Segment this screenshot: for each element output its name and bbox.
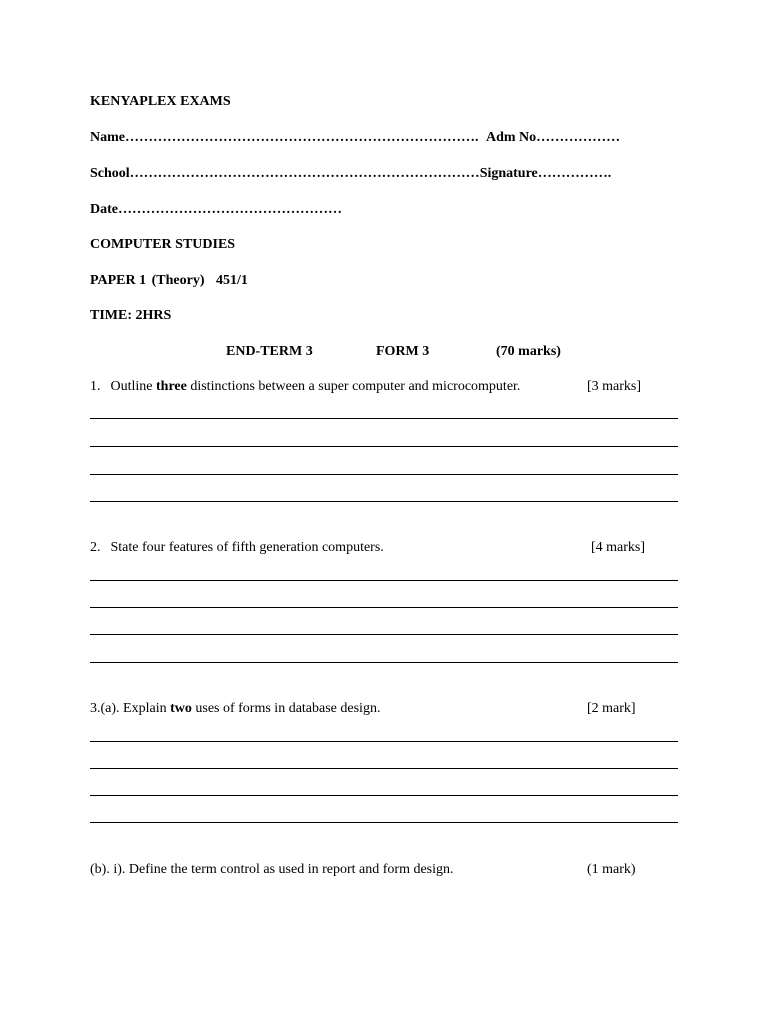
question-emphasis: two <box>170 701 192 716</box>
answer-line[interactable] <box>90 418 678 419</box>
answer-line[interactable] <box>90 501 678 502</box>
date-field[interactable]: Date………………………………………… <box>90 202 342 217</box>
answer-line[interactable] <box>90 446 678 447</box>
answer-line[interactable] <box>90 822 678 823</box>
question-number: 3.(a). <box>90 701 120 716</box>
answer-line[interactable] <box>90 662 678 663</box>
name-field[interactable]: Name…………………………………………………………………. <box>90 130 479 145</box>
total-marks-label: (70 marks) <box>496 344 561 359</box>
question-3a <box>90 700 380 718</box>
question-text: State four features of fifth generation computers. <box>110 540 384 555</box>
subject-title: COMPUTER STUDIES <box>90 237 236 252</box>
question-3b-i-marks: (1 mark) <box>587 862 636 877</box>
question-number: 2. <box>90 540 101 555</box>
answer-line[interactable] <box>90 741 678 742</box>
question-3a-marks: [2 mark] <box>587 701 636 716</box>
question-1-marks: [3 marks] <box>587 379 642 394</box>
question-text: distinctions between a super computer and microcomputer. <box>186 379 521 394</box>
paper-label: PAPER 1 <box>90 273 147 288</box>
question-text: Outline <box>110 379 156 394</box>
school-line <box>90 165 611 183</box>
adm-no-field[interactable]: Adm No……………… <box>486 130 621 145</box>
paper-line <box>90 272 248 290</box>
answer-line[interactable] <box>90 768 678 769</box>
school-field[interactable]: School………………………………………………………………… <box>90 166 480 181</box>
form-label: FORM 3 <box>376 344 430 359</box>
question-emphasis: three <box>156 379 187 394</box>
question-1 <box>90 378 520 396</box>
question-number: (b). i). <box>90 862 126 877</box>
answer-line[interactable] <box>90 634 678 635</box>
question-3b-i <box>90 861 454 879</box>
time-allowed: TIME: 2HRS <box>90 308 172 323</box>
term-label: END-TERM 3 <box>226 344 313 359</box>
question-text: uses of forms in database design. <box>191 701 381 716</box>
question-text: Define the term control as used in report and form design. <box>128 862 454 877</box>
question-2 <box>90 539 384 557</box>
answer-line[interactable] <box>90 795 678 796</box>
question-text: Explain <box>123 701 171 716</box>
name-line <box>90 129 620 147</box>
question-number: 1. <box>90 379 101 394</box>
exam-body-title: KENYAPLEX EXAMS <box>90 94 231 109</box>
paper-type: (Theory) <box>151 273 205 288</box>
question-2-marks: [4 marks] <box>591 540 646 555</box>
answer-line[interactable] <box>90 580 678 581</box>
paper-code: 451/1 <box>216 273 248 288</box>
answer-line[interactable] <box>90 607 678 608</box>
signature-field[interactable]: Signature……………. <box>479 166 612 181</box>
answer-line[interactable] <box>90 474 678 475</box>
